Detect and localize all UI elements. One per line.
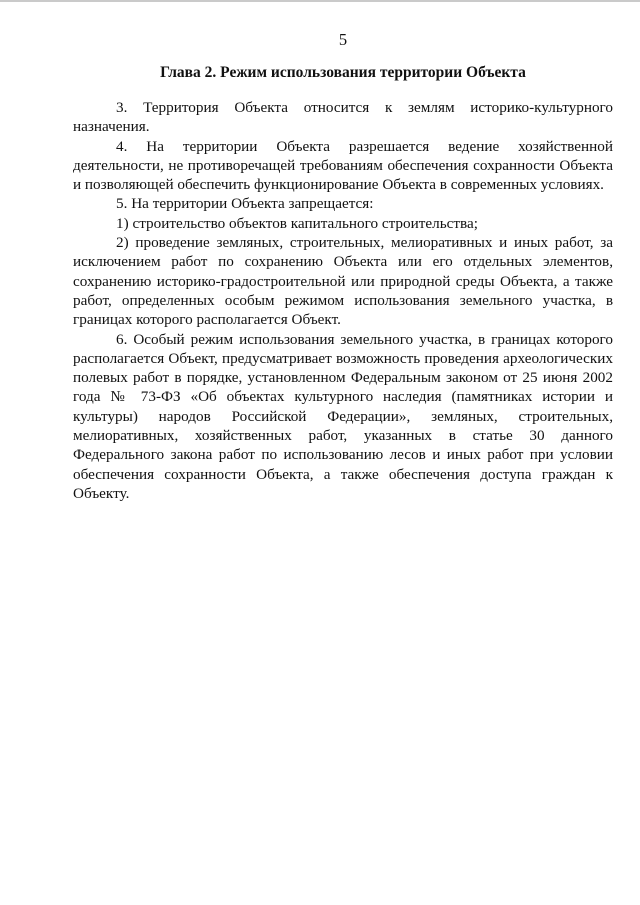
paragraph-6: 6. Особый режим использования земельного участка, в границах которого располагается Объект, предусматривает возможность проведения археологических полевых работ в порядке, установленном Федеральным законом от 25 июня 2002 года № 73-ФЗ «Об объектах культурного наследия (памятниках истории и культуры) народов Российской Федерации», земляных, строительных, мелиоративных, хозяйственных работ, указанных в статье 30 данного Федерального закона работ по использованию лесов и иных работ при условии обеспечения сохранности Объекта, а также обеспечения доступа граждан к Объекту. (73, 330, 613, 502)
paragraph-3: 3. Территория Объекта относится к землям историко-культурного назначения. (73, 99, 613, 136)
paragraph-5: 5. На территории Объекта запрещается: (116, 195, 374, 213)
paragraph-5-item-2: 2) проведение земляных, строительных, мелиоративных и иных работ, за исключением работ по сохранению Объекта или его отдельных элементов, сохранению историко-градостроительной или природной среды Объекта, а также работ, определенных особым режимом использования земельного участка, в границах которого располагается Объект. (73, 234, 613, 329)
paragraph-5-item-1: 1) строительство объектов капитального строительства; (116, 214, 478, 232)
page-number: 5 (338, 30, 348, 49)
chapter-title: Глава 2. Режим использования территории Объекта (160, 64, 526, 81)
scan-edge-line (0, 0, 640, 2)
document-page (73, 30, 613, 503)
paragraph-4: 4. На территории Объекта разрешается ведение хозяйственной деятельности, не противоречащей требованиям обеспечения сохранности Объекта и позволяющей обеспечить функционирование Объекта в современных условиях. (73, 137, 613, 194)
